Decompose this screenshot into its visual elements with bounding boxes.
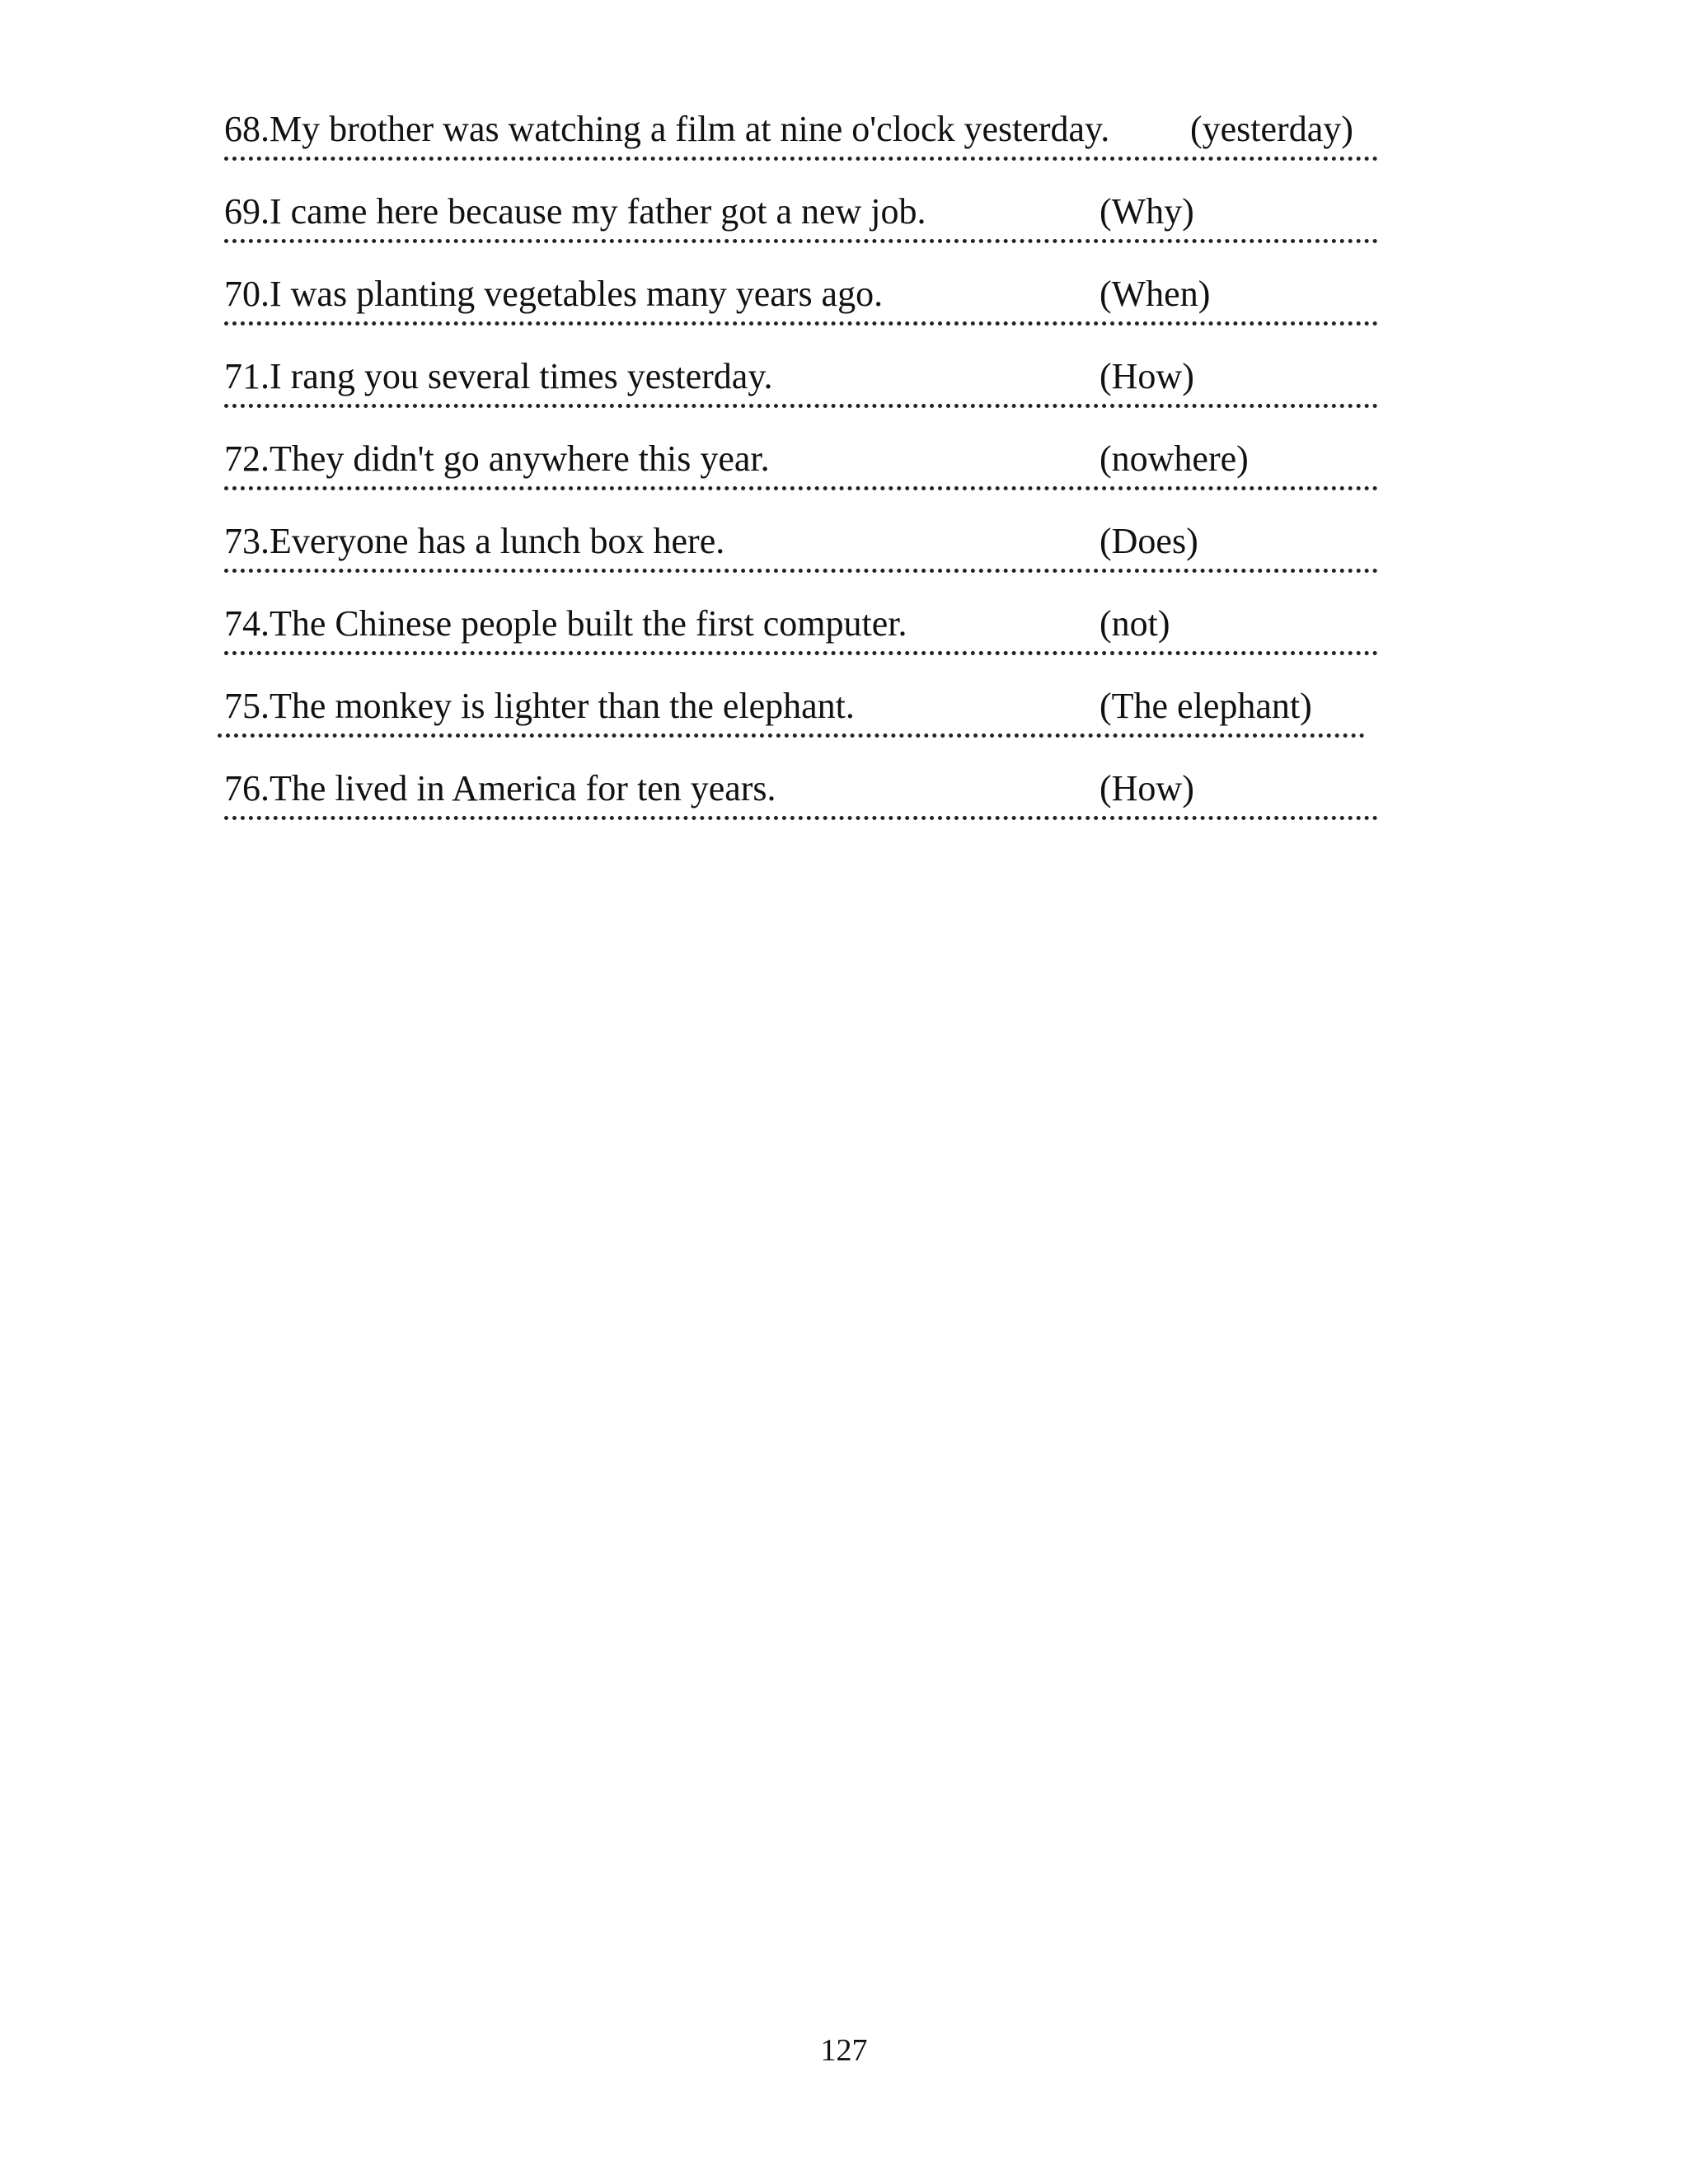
exercise-item-71	[224, 349, 1378, 432]
exercise-number: 71.	[224, 356, 270, 396]
exercise-item-72	[224, 432, 1378, 514]
exercise-hint: (How)	[1100, 768, 1194, 808]
exercise-item-68	[224, 102, 1378, 185]
exercise-hint: (Does)	[1100, 521, 1198, 561]
exercise-item-73	[224, 514, 1378, 597]
exercise-number: 73.	[224, 521, 270, 561]
exercise-line	[224, 432, 1378, 486]
exercise-sentence: I rang you several times yesterday.	[270, 356, 773, 396]
answer-dotted-line	[224, 816, 1378, 820]
exercise-number: 69.	[224, 191, 270, 232]
exercise-number: 74.	[224, 603, 270, 644]
exercise-sentence: I came here because my father got a new job.	[270, 191, 926, 232]
answer-dotted-line	[224, 239, 1378, 243]
exercise-hint: (When)	[1100, 274, 1211, 314]
exercise-line	[224, 514, 1378, 569]
exercise-number: 68.	[224, 109, 270, 149]
exercise-item-69	[224, 185, 1378, 267]
answer-dotted-line	[218, 733, 1365, 738]
exercise-sentence: The monkey is lighter than the elephant.	[270, 686, 855, 726]
exercise-hint: (The elephant)	[1100, 686, 1312, 726]
exercise-item-70	[224, 267, 1378, 349]
exercise-line	[224, 679, 1378, 733]
exercise-item-76	[224, 762, 1378, 844]
exercise-number: 76.	[224, 768, 270, 808]
exercise-sentence: Everyone has a lunch box here.	[270, 521, 725, 561]
page-number: 127	[820, 2033, 868, 2068]
exercise-line	[224, 185, 1378, 239]
exercise-hint: (yesterday)	[1190, 109, 1353, 149]
exercise-sentence: The Chinese people built the first computer.	[270, 603, 907, 644]
exercise-sentence: I was planting vegetables many years ago.	[270, 274, 884, 314]
exercise-sentence: The lived in America for ten years.	[270, 768, 776, 808]
exercise-hint: (Why)	[1100, 191, 1194, 232]
exercise-list	[224, 102, 1378, 844]
exercise-hint: (nowhere)	[1100, 438, 1249, 479]
answer-dotted-line	[224, 321, 1378, 326]
answer-dotted-line	[224, 404, 1378, 408]
answer-dotted-line	[224, 157, 1378, 161]
answer-dotted-line	[224, 569, 1378, 573]
exercise-line	[224, 762, 1378, 816]
exercise-line	[224, 597, 1378, 651]
exercise-hint: (How)	[1100, 356, 1194, 396]
exercise-line	[224, 349, 1378, 404]
answer-dotted-line	[224, 486, 1378, 490]
exercise-sentence: My brother was watching a film at nine o'clock yesterday.	[270, 109, 1110, 149]
exercise-number: 70.	[224, 274, 270, 314]
exercise-number: 75.	[224, 686, 270, 726]
exercise-sentence: They didn't go anywhere this year.	[270, 438, 770, 479]
exercise-line	[224, 102, 1378, 157]
answer-dotted-line	[224, 651, 1378, 655]
exercise-number: 72.	[224, 438, 270, 479]
exercise-item-75	[224, 679, 1378, 762]
exercise-hint: (not)	[1100, 603, 1170, 644]
exercise-item-74	[224, 597, 1378, 679]
exercise-line	[224, 267, 1378, 321]
